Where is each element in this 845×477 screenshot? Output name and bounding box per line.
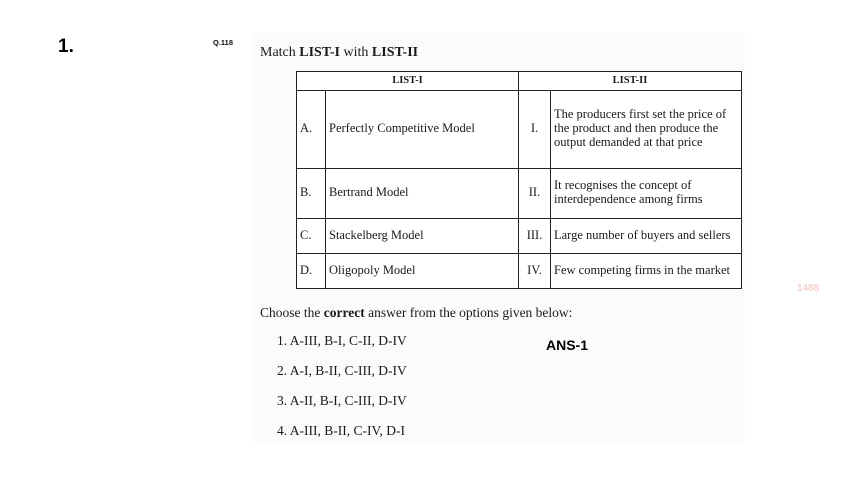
row-item: Oligopoly Model <box>326 253 519 288</box>
choose-emphasis: correct <box>323 305 365 320</box>
header-list1: LIST-I <box>297 72 519 91</box>
option-2: 2. A-I, B-II, C-III, D-IV <box>277 363 407 378</box>
option-3: 3. A-II, B-I, C-III, D-IV <box>277 393 407 408</box>
table-row <box>297 253 742 288</box>
watermark: 1488 <box>797 283 820 294</box>
row-letter: B. <box>297 168 326 218</box>
row-roman: III. <box>519 218 551 253</box>
option-1: 1. A-III, B-I, C-II, D-IV <box>277 333 407 348</box>
question-id: Q.118 <box>213 38 234 47</box>
instruction-prefix: Match <box>260 45 300 60</box>
row-description: Few competing firms in the market <box>551 253 742 288</box>
row-roman: IV. <box>519 253 551 288</box>
table-header-row <box>297 72 742 91</box>
choose-instruction <box>260 305 572 321</box>
header-list2: LIST-II <box>519 72 742 91</box>
choose-prefix: Choose the <box>260 305 324 320</box>
row-item: Perfectly Competitive Model <box>326 90 519 168</box>
row-description: The producers first set the price of the product and then produce the output demanded at that price <box>551 90 742 168</box>
option-4: 4. A-III, B-II, C-IV, D-I <box>277 423 405 438</box>
answer-label: ANS-1 <box>546 337 589 353</box>
instruction-list1: LIST-I <box>299 45 341 60</box>
row-roman: I. <box>519 90 551 168</box>
instruction <box>260 45 418 61</box>
row-description: It recognises the concept of interdependence among firms <box>551 168 742 218</box>
match-table <box>296 71 742 289</box>
instruction-middle: with <box>340 45 372 60</box>
row-letter: D. <box>297 253 326 288</box>
table-row <box>297 168 742 218</box>
row-item: Bertrand Model <box>326 168 519 218</box>
table-row <box>297 90 742 168</box>
table-row <box>297 218 742 253</box>
row-description: Large number of buyers and sellers <box>551 218 742 253</box>
row-letter: C. <box>297 218 326 253</box>
row-roman: II. <box>519 168 551 218</box>
row-letter: A. <box>297 90 326 168</box>
instruction-list2: LIST-II <box>371 45 419 60</box>
choose-suffix: answer from the options given below: <box>364 305 573 320</box>
row-item: Stackelberg Model <box>326 218 519 253</box>
question-number: 1. <box>58 36 74 57</box>
